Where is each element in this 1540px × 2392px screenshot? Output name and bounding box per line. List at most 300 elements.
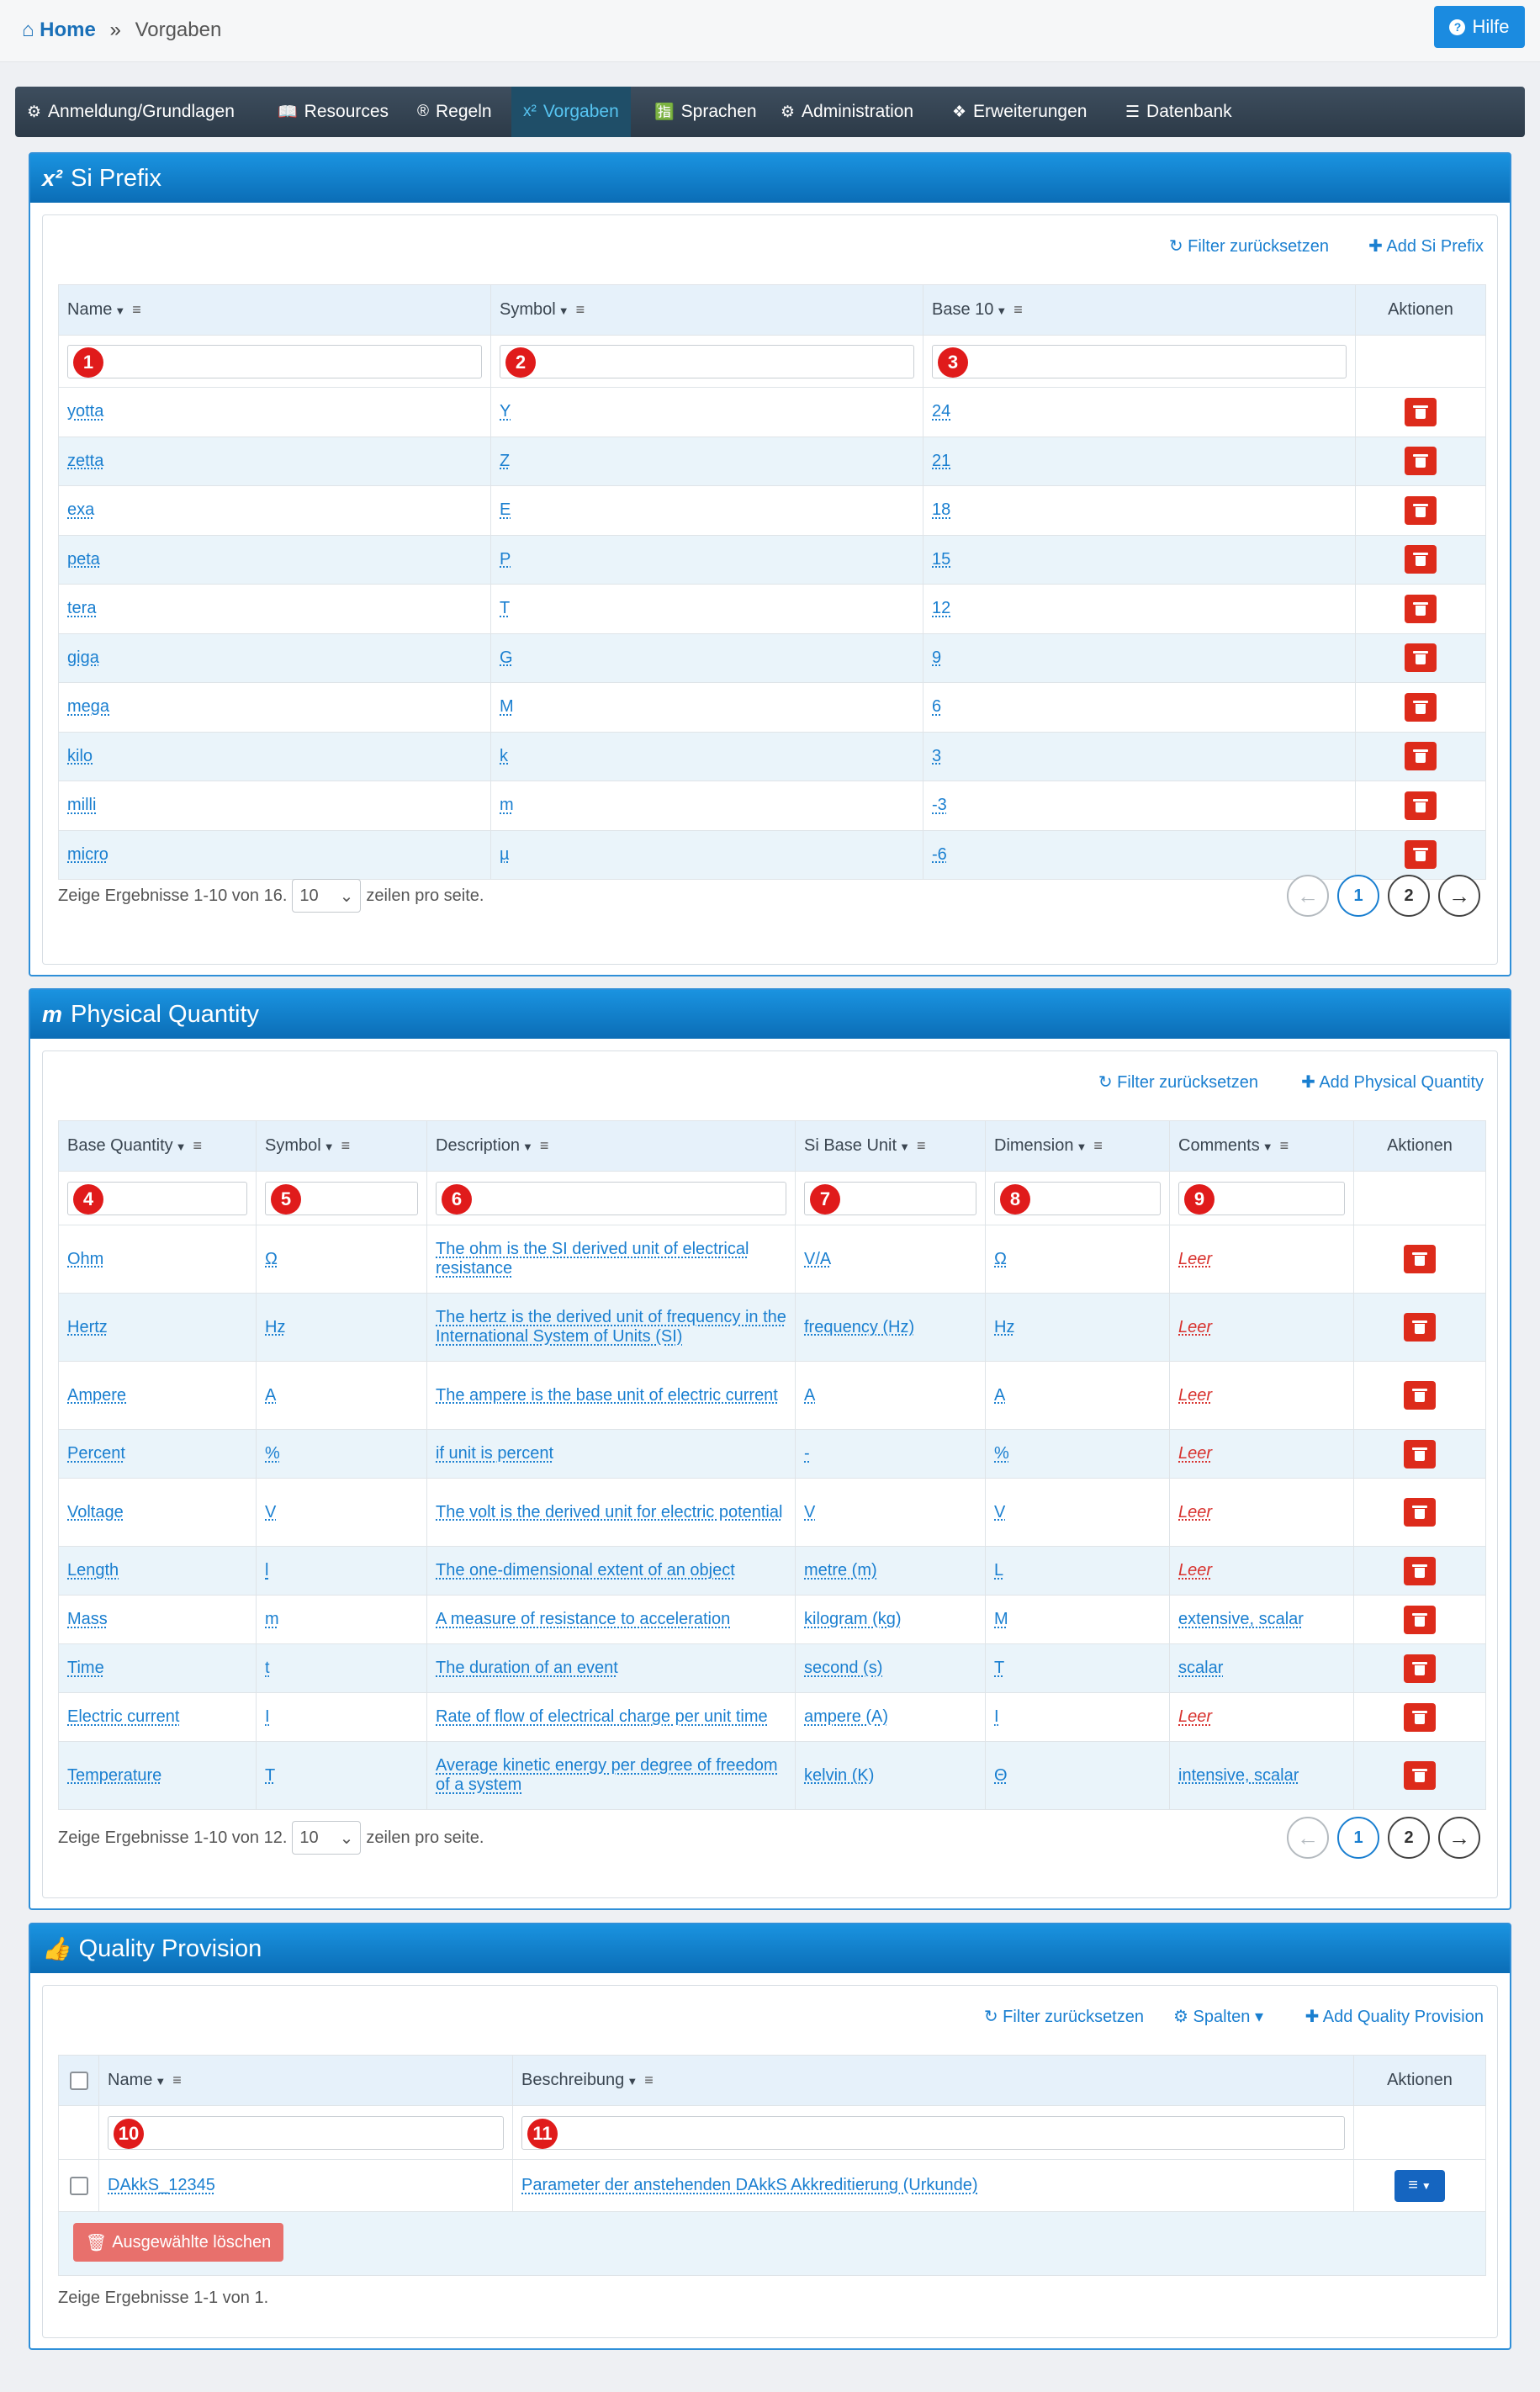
trash-icon: 🗑: [85, 2233, 108, 2252]
name-link[interactable]: giga: [67, 648, 99, 667]
delete-button[interactable]: [1404, 1557, 1436, 1585]
column-label: Aktionen: [1387, 2071, 1453, 2089]
cell-base10: [923, 437, 1356, 486]
add-label: Add Si Prefix: [1386, 237, 1484, 256]
name-link[interactable]: exa: [67, 500, 95, 520]
table-row: [59, 633, 1486, 683]
nav-label: Anmeldung/Grundlagen: [48, 102, 235, 121]
symbol-filter-input[interactable]: [265, 1182, 418, 1215]
cell-description: [427, 1644, 796, 1693]
cell-name: [59, 633, 491, 683]
base-quantity-link[interactable]: Time: [67, 1659, 104, 1677]
trash-icon: [1415, 405, 1426, 419]
filter-cell: [99, 2106, 513, 2160]
cell-base10: [923, 732, 1356, 781]
menu-icon[interactable]: ≡: [193, 1137, 203, 1154]
cell-base-quantity: [59, 1547, 257, 1596]
columns-menu-button[interactable]: ⚙ Spalten ▾: [1173, 2008, 1263, 2026]
actions-cell: [1354, 1479, 1486, 1547]
cell-symbol: [257, 1362, 427, 1430]
delete-button[interactable]: [1405, 398, 1437, 426]
panel-header: [30, 990, 1510, 1039]
cell-name: [59, 388, 491, 437]
page-button[interactable]: 1: [1337, 1817, 1379, 1859]
column-header-symbol[interactable]: [491, 285, 923, 336]
name-link[interactable]: mega: [67, 697, 110, 717]
database-icon: ☰: [1125, 103, 1140, 121]
help-button-label: Hilfe: [1472, 16, 1510, 37]
delete-button[interactable]: [1405, 447, 1437, 475]
base-quantity-link[interactable]: Ohm: [67, 1249, 104, 1268]
symbol-link[interactable]: E: [500, 500, 511, 520]
per-page-label: zeilen pro seite.: [366, 886, 484, 905]
breadcrumb-home[interactable]: ⌂ Home: [22, 19, 96, 41]
page-size-select[interactable]: [292, 879, 361, 913]
comments-filter-input[interactable]: [1178, 1182, 1345, 1215]
nav-item-anmeldung[interactable]: [27, 87, 235, 137]
actions-cell: [1354, 1644, 1486, 1693]
cell-comments: [1170, 1430, 1354, 1479]
name-link[interactable]: peta: [67, 549, 100, 569]
base10-link[interactable]: 18: [932, 500, 951, 520]
column-label: Base Quantity: [67, 1136, 173, 1155]
filter-cell: [427, 1172, 796, 1225]
dimension-link[interactable]: M: [994, 1610, 1008, 1628]
description-link[interactable]: The duration of an event: [436, 1659, 618, 1677]
symbol-link[interactable]: M: [500, 697, 514, 717]
column-label: Aktionen: [1387, 1136, 1453, 1155]
cell-si-base-unit: [796, 1596, 986, 1644]
cell-dimension: [986, 1644, 1170, 1693]
name-link[interactable]: DAkkS_12345: [108, 2176, 215, 2194]
column-label: Symbol: [265, 1136, 321, 1155]
symbol-link[interactable]: A: [265, 1385, 277, 1405]
description-filter-input[interactable]: [436, 1182, 786, 1215]
nav-item-sprachen[interactable]: [654, 87, 757, 137]
base-quantity-link[interactable]: Ampere: [67, 1385, 127, 1405]
si-base-unit-link[interactable]: kilogram (kg): [804, 1610, 902, 1628]
delete-button[interactable]: [1405, 693, 1437, 722]
symbol-link[interactable]: I: [265, 1707, 270, 1726]
base-quantity-link[interactable]: Electric current: [67, 1707, 180, 1726]
base-quantity-filter-input[interactable]: [67, 1182, 247, 1215]
superscript-icon: x²: [42, 165, 63, 191]
table-row: [59, 2160, 1486, 2212]
physical-quantity-table-container: [42, 1050, 1498, 1898]
filter-cell: [1354, 2106, 1486, 2160]
si-base-unit-filter-input[interactable]: [804, 1182, 976, 1215]
annotation-badge: 9: [1184, 1184, 1215, 1215]
description-link[interactable]: Average kinetic energy per degree of freedom of a system: [436, 1756, 778, 1794]
dimension-link[interactable]: Hz: [994, 1317, 1015, 1336]
actions-cell: [1354, 1294, 1486, 1362]
dimension-link[interactable]: I: [994, 1707, 999, 1726]
delete-button[interactable]: [1404, 1381, 1436, 1410]
annotation-badge: 1: [73, 347, 103, 378]
table-row: [59, 585, 1486, 634]
nav-label: Sprachen: [680, 102, 757, 121]
name-link[interactable]: micro: [67, 844, 108, 864]
base10-link[interactable]: 21: [932, 451, 951, 470]
cell-symbol: [257, 1693, 427, 1742]
cell-symbol: [257, 1294, 427, 1362]
delete-selected-label: Ausgewählte löschen: [112, 2232, 272, 2252]
table-row: [59, 732, 1486, 781]
column-label: Name: [67, 300, 113, 319]
actions-dropdown-button[interactable]: [1394, 2170, 1445, 2202]
nav-item-administration[interactable]: [781, 87, 913, 137]
symbol-link[interactable]: m: [500, 796, 514, 815]
delete-button[interactable]: [1404, 1654, 1436, 1683]
base-quantity-link[interactable]: Length: [67, 1561, 119, 1580]
comments-link[interactable]: Leer: [1178, 1249, 1213, 1268]
description-link[interactable]: The ohm is the SI derived unit of electrical resistance: [436, 1240, 749, 1278]
si-base-unit-link[interactable]: metre (m): [804, 1561, 877, 1580]
delete-button[interactable]: [1404, 1313, 1436, 1342]
si-base-unit-link[interactable]: ampere (A): [804, 1707, 889, 1726]
delete-button[interactable]: [1405, 840, 1437, 869]
dimension-filter-input[interactable]: [994, 1182, 1161, 1215]
column-label: Symbol: [500, 300, 556, 319]
delete-button[interactable]: [1404, 1606, 1436, 1634]
add-label: Add Physical Quantity: [1319, 1073, 1484, 1092]
menu-icon[interactable]: ≡: [644, 2072, 654, 2088]
comments-link[interactable]: Leer: [1178, 1502, 1213, 1521]
delete-button[interactable]: [1404, 1498, 1436, 1527]
comments-link[interactable]: Leer: [1178, 1317, 1213, 1336]
result-summary: [58, 1821, 484, 1855]
filter-cell: [59, 1172, 257, 1225]
cell-si-base-unit: [796, 1294, 986, 1362]
nav-item-resources[interactable]: [278, 87, 389, 137]
page-size-select[interactable]: [292, 1821, 361, 1855]
column-label: Name: [108, 2071, 153, 2089]
name-link[interactable]: tera: [67, 599, 97, 618]
menu-icon[interactable]: ≡: [1279, 1137, 1289, 1154]
cell-dimension: [986, 1693, 1170, 1742]
cell-comments: [1170, 1225, 1354, 1294]
base10-link[interactable]: 24: [932, 402, 951, 421]
delete-button[interactable]: [1405, 545, 1437, 574]
column-header-beschreibung[interactable]: [513, 2056, 1354, 2106]
add-si-prefix-link[interactable]: ✚ Add Si Prefix: [1368, 237, 1484, 256]
next-page-button[interactable]: →: [1438, 875, 1480, 917]
name-link[interactable]: yotta: [67, 402, 104, 421]
trash-icon: [1414, 1613, 1426, 1627]
base10-link[interactable]: -3: [932, 796, 947, 815]
dimension-link[interactable]: A: [994, 1385, 1006, 1405]
filter-cell: [59, 336, 491, 388]
cell-dimension: [986, 1362, 1170, 1430]
description-link[interactable]: The volt is the derived unit for electric potential: [436, 1502, 783, 1521]
symbol-link[interactable]: Y: [500, 402, 511, 421]
filter-cell: [257, 1172, 427, 1225]
base10-link[interactable]: -6: [932, 844, 947, 864]
cell-si-base-unit: [796, 1644, 986, 1693]
cell-description: [427, 1225, 796, 1294]
si-base-unit-link[interactable]: V/A: [804, 1249, 832, 1268]
cell-base-quantity: [59, 1644, 257, 1693]
menu-icon[interactable]: ≡: [575, 301, 585, 318]
symbol-link[interactable]: V: [265, 1502, 277, 1521]
quality-provision-rows: [59, 2160, 1486, 2212]
si-base-unit-link[interactable]: kelvin (K): [804, 1765, 875, 1785]
annotation-badge: 5: [271, 1184, 301, 1215]
actions-cell: [1356, 437, 1486, 486]
nav-item-vorgaben[interactable]: [511, 87, 631, 137]
symbol-link[interactable]: µ: [500, 844, 510, 864]
add-quality-provision-link[interactable]: ✚ Add Quality Provision: [1305, 2008, 1484, 2026]
actions-cell: [1356, 486, 1486, 536]
cell-beschreibung: [513, 2160, 1354, 2212]
delete-button[interactable]: [1404, 1245, 1436, 1273]
select-all-checkbox[interactable]: [70, 2072, 88, 2090]
trash-icon: [1415, 701, 1426, 714]
home-icon: ⌂: [22, 19, 34, 41]
cell-dimension: [986, 1294, 1170, 1362]
comments-link[interactable]: Leer: [1178, 1707, 1213, 1726]
description-link[interactable]: The one-dimensional extent of an object: [436, 1561, 735, 1580]
add-physical-quantity-link[interactable]: ✚ Add Physical Quantity: [1301, 1073, 1484, 1092]
delete-button[interactable]: [1404, 1703, 1436, 1732]
symbol-link[interactable]: Ω: [265, 1249, 278, 1268]
menu-icon[interactable]: ≡: [1093, 1137, 1103, 1154]
dimension-link[interactable]: V: [994, 1502, 1006, 1521]
si-prefix-rows: [59, 388, 1486, 880]
delete-button[interactable]: [1404, 1761, 1436, 1790]
column-header-base10[interactable]: [923, 285, 1356, 336]
delete-button[interactable]: [1405, 742, 1437, 770]
column-header-name[interactable]: [59, 285, 491, 336]
trash-icon: [1415, 553, 1426, 566]
cell-base10: [923, 633, 1356, 683]
cell-comments: [1170, 1547, 1354, 1596]
top-bar: [0, 0, 1540, 62]
trash-icon: [1415, 799, 1426, 812]
page-button[interactable]: 2: [1388, 1817, 1430, 1859]
cell-base-quantity: [59, 1742, 257, 1810]
trash-icon: [1414, 1252, 1426, 1266]
cell-name: [59, 683, 491, 733]
delete-button[interactable]: [1404, 1440, 1436, 1469]
symbol-link[interactable]: P: [500, 549, 511, 569]
si-base-unit-link[interactable]: -: [804, 1444, 810, 1463]
thumbs-up-icon: 👍: [42, 1936, 71, 1961]
column-header-description[interactable]: [427, 1121, 796, 1172]
si-base-unit-link[interactable]: A: [804, 1385, 816, 1405]
description-link[interactable]: A measure of resistance to acceleration: [436, 1610, 731, 1628]
base10-link[interactable]: 6: [932, 697, 942, 717]
symbol-link[interactable]: k: [500, 746, 508, 765]
actions-cell: [1356, 830, 1486, 880]
physical-quantity-rows: [59, 1225, 1486, 1810]
cell-comments: [1170, 1742, 1354, 1810]
table-row: [59, 1294, 1486, 1362]
filter-cell: [491, 336, 923, 388]
si-base-unit-link[interactable]: frequency (Hz): [804, 1317, 915, 1336]
name-filter-input[interactable]: [67, 345, 482, 378]
base-quantity-link[interactable]: Temperature: [67, 1765, 162, 1785]
description-link[interactable]: The hertz is the derived unit of frequency in the International System of Units (SI): [436, 1308, 786, 1346]
menu-icon[interactable]: ≡: [916, 1137, 926, 1154]
menu-icon[interactable]: ≡: [539, 1137, 549, 1154]
quality-provision-panel: [29, 1923, 1511, 2350]
comments-link[interactable]: Leer: [1178, 1385, 1213, 1405]
cell-si-base-unit: [796, 1430, 986, 1479]
comments-link[interactable]: scalar: [1178, 1659, 1224, 1677]
column-header-si-base-unit[interactable]: [796, 1121, 986, 1172]
question-circle-icon: ?: [1449, 19, 1465, 35]
base-quantity-link[interactable]: Hertz: [67, 1317, 108, 1336]
comments-link[interactable]: extensive, scalar: [1178, 1610, 1304, 1628]
delete-button[interactable]: [1405, 496, 1437, 525]
symbol-link[interactable]: %: [265, 1444, 280, 1463]
actions-cell: [1356, 585, 1486, 634]
symbol-link[interactable]: T: [265, 1765, 276, 1785]
pagination: [1287, 1817, 1480, 1859]
cell-si-base-unit: [796, 1225, 986, 1294]
description-link[interactable]: Rate of flow of electrical charge per unit time: [436, 1707, 768, 1726]
column-header-symbol[interactable]: [257, 1121, 427, 1172]
si-prefix-panel: [29, 152, 1511, 976]
filter-reset-label: Filter zurücksetzen: [1188, 237, 1329, 256]
symbol-link[interactable]: m: [265, 1610, 279, 1628]
table-row: [59, 781, 1486, 831]
page-button[interactable]: 2: [1388, 875, 1430, 917]
filter-reset-link[interactable]: ↻ Filter zurücksetzen: [1098, 1073, 1258, 1092]
language-icon: 🈯: [654, 103, 675, 121]
beschreibung-link[interactable]: Parameter der anstehenden DAkkS Akkreditierung (Urkunde): [521, 2176, 978, 2194]
actions-cell: [1354, 1362, 1486, 1430]
si-base-unit-link[interactable]: second (s): [804, 1659, 883, 1677]
menu-icon[interactable]: ≡: [1013, 301, 1023, 318]
column-header-name[interactable]: [99, 2056, 513, 2106]
symbol-link[interactable]: l: [265, 1561, 269, 1580]
dimension-link[interactable]: %: [994, 1444, 1009, 1463]
trash-icon: [1414, 1320, 1426, 1334]
page-size-value: 10: [299, 1828, 319, 1847]
column-header-comments[interactable]: [1170, 1121, 1354, 1172]
base10-link[interactable]: 3: [932, 746, 942, 765]
description-link[interactable]: The ampere is the base unit of electric current: [436, 1385, 778, 1405]
cell-description: [427, 1547, 796, 1596]
nav-item-erweiterungen[interactable]: [952, 87, 1087, 137]
summary-text: Zeige Ergebnisse 1-1 von 1.: [58, 2289, 269, 2307]
filter-cell: [923, 336, 1356, 388]
cell-symbol: [257, 1644, 427, 1693]
nav-item-regeln[interactable]: [417, 87, 492, 137]
name-link[interactable]: kilo: [67, 746, 93, 765]
chevron-down-icon: ⌄: [339, 886, 354, 906]
base10-link[interactable]: 15: [932, 549, 951, 569]
caret-down-icon: ▼: [627, 2075, 638, 2088]
page-button[interactable]: 1: [1337, 875, 1379, 917]
cell-name: [59, 437, 491, 486]
base10-link[interactable]: 12: [932, 599, 951, 618]
result-summary: [58, 2289, 268, 2308]
delete-button[interactable]: [1405, 791, 1437, 820]
cell-description: [427, 1596, 796, 1644]
cell-symbol: [491, 486, 923, 536]
filter-reset-link[interactable]: ↻ Filter zurücksetzen: [983, 2008, 1144, 2026]
menu-icon[interactable]: ≡: [172, 2072, 182, 2088]
symbol-link[interactable]: t: [265, 1659, 270, 1677]
nav-item-datenbank[interactable]: [1125, 87, 1232, 137]
filter-reset-link[interactable]: ↻ Filter zurücksetzen: [1168, 237, 1329, 256]
dimension-link[interactable]: L: [994, 1561, 1004, 1580]
filter-reset-label: Filter zurücksetzen: [1117, 1073, 1258, 1092]
base10-filter-input[interactable]: [932, 345, 1347, 378]
cell-base-quantity: [59, 1693, 257, 1742]
base-quantity-link[interactable]: Mass: [67, 1610, 108, 1628]
comments-link[interactable]: intensive, scalar: [1178, 1765, 1299, 1785]
symbol-link[interactable]: Hz: [265, 1317, 286, 1336]
delete-selected-button[interactable]: [73, 2223, 283, 2262]
cell-symbol: [257, 1596, 427, 1644]
comments-link[interactable]: Leer: [1178, 1444, 1213, 1463]
delete-button[interactable]: [1405, 595, 1437, 623]
column-header-base-quantity[interactable]: [59, 1121, 257, 1172]
si-base-unit-link[interactable]: V: [804, 1502, 816, 1521]
cell-base10: [923, 781, 1356, 831]
breadcrumb-separator: »: [109, 19, 121, 41]
dimension-link[interactable]: Ω: [994, 1249, 1007, 1268]
cell-si-base-unit: [796, 1547, 986, 1596]
base-quantity-link[interactable]: Percent: [67, 1444, 125, 1463]
quality-provision-table-container: [42, 1985, 1498, 2338]
table-row: [59, 437, 1486, 486]
description-link[interactable]: if unit is percent: [436, 1444, 554, 1463]
trash-icon: [1415, 651, 1426, 664]
prev-page-button[interactable]: ←: [1287, 1817, 1329, 1859]
symbol-link[interactable]: T: [500, 599, 511, 618]
help-button[interactable]: [1434, 6, 1525, 48]
delete-button[interactable]: [1405, 643, 1437, 672]
beschreibung-filter-input[interactable]: [521, 2116, 1345, 2150]
actions-cell: [1356, 388, 1486, 437]
table-row: [59, 1430, 1486, 1479]
annotation-badge: 4: [73, 1184, 103, 1215]
cell-comments: [1170, 1693, 1354, 1742]
name-link[interactable]: zetta: [67, 451, 104, 470]
column-header-dimension[interactable]: [986, 1121, 1170, 1172]
name-link[interactable]: milli: [67, 796, 97, 815]
annotation-badge: 10: [114, 2119, 144, 2149]
name-filter-input[interactable]: [108, 2116, 504, 2150]
per-page-label: zeilen pro seite.: [366, 1828, 484, 1847]
symbol-filter-input[interactable]: [500, 345, 914, 378]
cell-name: [59, 486, 491, 536]
summary-text: Zeige Ergebnisse 1-10 von 16.: [58, 886, 288, 905]
next-page-button[interactable]: →: [1438, 1817, 1480, 1859]
dimension-link[interactable]: Θ: [994, 1765, 1008, 1785]
symbol-link[interactable]: Z: [500, 451, 511, 470]
symbol-link[interactable]: G: [500, 648, 513, 667]
base10-link[interactable]: 9: [932, 648, 942, 667]
base-quantity-link[interactable]: Voltage: [67, 1502, 124, 1521]
trash-icon: [1415, 504, 1426, 517]
prev-page-button[interactable]: ←: [1287, 875, 1329, 917]
dimension-link[interactable]: T: [994, 1659, 1005, 1677]
menu-icon[interactable]: ≡: [341, 1137, 351, 1154]
panel-title: Quality Provision: [78, 1934, 262, 1962]
table-row: [59, 1362, 1486, 1430]
menu-icon[interactable]: ≡: [132, 301, 141, 318]
comments-link[interactable]: Leer: [1178, 1561, 1213, 1580]
column-header-actions: [1354, 1121, 1486, 1172]
row-checkbox[interactable]: [70, 2177, 88, 2195]
column-header-actions: [1354, 2056, 1486, 2106]
